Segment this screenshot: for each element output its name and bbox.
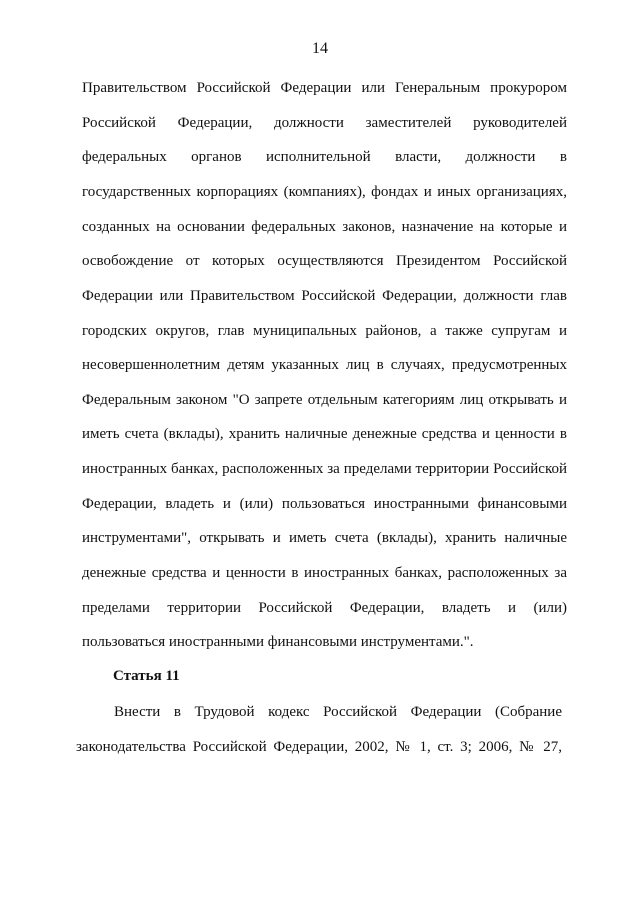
paragraph-line: иностранных банках, расположенных за пределами территории Российской: [82, 461, 567, 477]
paragraph-line: инструментами", открывать и иметь счета (вклады), хранить наличные: [82, 530, 567, 546]
paragraph-line: федеральных органов исполнительной власти, должности в: [82, 149, 567, 165]
article-heading: Статья 11: [113, 668, 180, 684]
paragraph-line: пользоваться иностранными финансовыми инструментами.".: [82, 634, 474, 650]
paragraph-line: несовершеннолетним детям указанных лиц в случаях, предусмотренных: [82, 357, 567, 373]
paragraph-line: Федерации или Правительством Российской Федерации, должности глав: [82, 288, 567, 304]
paragraph-line: пределами территории Российской Федерации, владеть и (или): [82, 600, 567, 616]
paragraph-line: городских округов, глав муниципальных районов, а также супругам и: [82, 323, 567, 339]
paragraph-line: государственных корпорациях (компаниях), фондах и иных организациях,: [82, 184, 567, 200]
paragraph-line: Российской Федерации, должности заместителей руководителей: [82, 115, 567, 131]
paragraph-line: созданных на основании федеральных законов, назначение на которые и: [82, 219, 567, 235]
paragraph-line: Правительством Российской Федерации или Генеральным прокурором: [82, 80, 567, 96]
page-number: 14: [312, 40, 328, 57]
paragraph-line: Федерации, владеть и (или) пользоваться иностранными финансовыми: [82, 496, 567, 512]
paragraph-line: иметь счета (вклады), хранить наличные денежные средства и ценности в: [82, 426, 567, 442]
paragraph-line: Федеральным законом "О запрете отдельным категориям лиц открывать и: [82, 392, 567, 408]
article-line: Внести в Трудовой кодекс Российской Федерации (Собрание: [114, 704, 562, 720]
paragraph-line: денежные средства и ценности в иностранных банках, расположенных за: [82, 565, 567, 581]
paragraph-line: освобождение от которых осуществляются Президентом Российской: [82, 253, 567, 269]
article-line: законодательства Российской Федерации, 2002, № 1, ст. 3; 2006, № 27,: [76, 739, 562, 755]
